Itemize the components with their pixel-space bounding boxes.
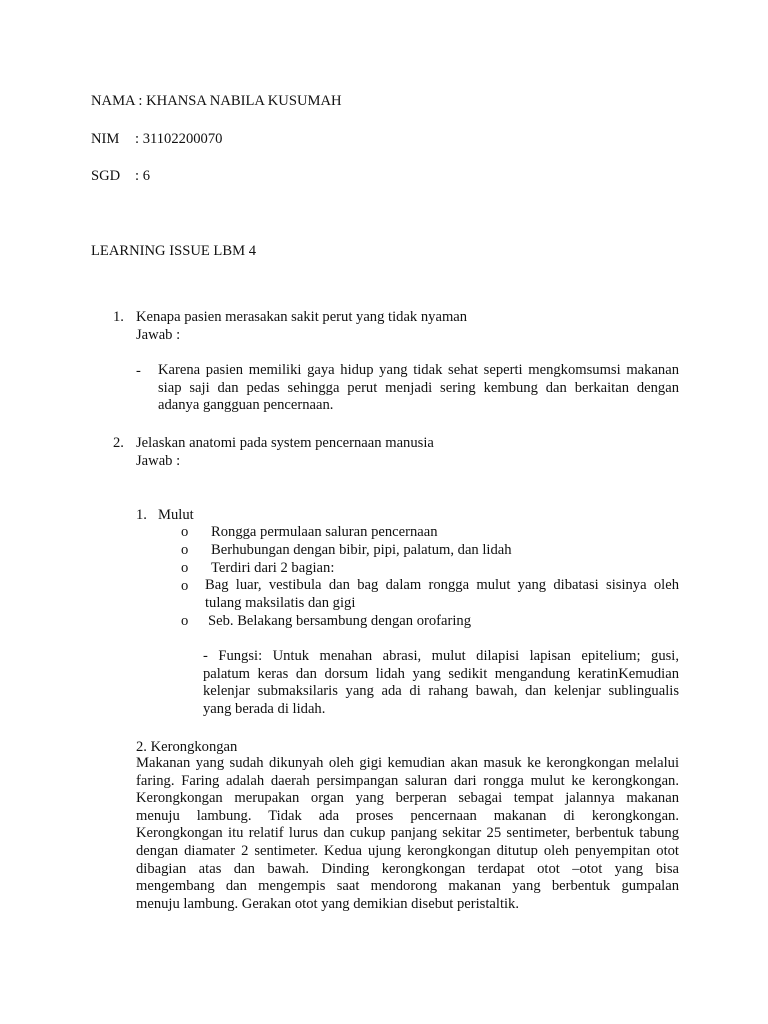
- nim-line: [91, 130, 222, 148]
- answer-1-dash: -: [136, 363, 141, 379]
- mulut-title: Mulut: [158, 507, 194, 523]
- mulut-number: 1.: [136, 507, 147, 523]
- bullet-glyph: o: [181, 578, 189, 594]
- kerongkongan-title: 2. Kerongkongan: [136, 739, 238, 755]
- bullet-glyph: o: [181, 524, 189, 540]
- question-2-text: Jelaskan anatomi pada system pencernaan manusia: [136, 435, 434, 451]
- document-title: LEARNING ISSUE LBM 4: [91, 243, 256, 259]
- kerongkongan-line: faring. Faring adalah daerah persimpangan saluran dari rongga mulut ke kerongkongan.: [136, 772, 679, 789]
- fungsi-line: kelenjar submaksilaris yang ada di rahang bawah, dan kelenjar sublingualis: [203, 683, 679, 700]
- kerongkongan-line: dibagian atas dan bawah. Dinding kerongkongan terdapat otot –otot yang bisa: [136, 860, 679, 877]
- bullet-glyph: o: [181, 542, 189, 558]
- mulut-bullet-4-line: tulang maksilatis dan gigi: [205, 594, 356, 611]
- kerongkongan-line: menuju lambung. Tidak ada proses pencernaan makanan di kerongkongan.: [136, 807, 679, 824]
- question-2-answer-label: Jawab :: [136, 453, 181, 469]
- kerongkongan-line: Makanan yang sudah dikunyah oleh gigi kemudian akan masuk ke kerongkongan melalui: [136, 755, 679, 771]
- answer-1-line: siap saji dan pedas sehingga perut menjadi sering kembung dan berkaitan dengan: [158, 379, 679, 396]
- kerongkongan-paragraph: [136, 755, 679, 913]
- bullet-glyph: o: [181, 613, 189, 629]
- kerongkongan-line: menuju lambung. Gerakan otot yang demikian disebut peristaltik.: [136, 895, 520, 912]
- mulut-bullet-4-line: Bag luar, vestibula dan bag dalam rongga mulut yang dibatasi sisinya oleh: [205, 577, 679, 593]
- answer-1-paragraph: [158, 362, 679, 415]
- answer-1-line: adanya gangguan pencernaan.: [158, 397, 334, 414]
- sgd-label: SGD: [91, 168, 121, 184]
- mulut-bullet-5: Seb. Belakang bersambung dengan orofaring: [208, 613, 472, 629]
- sgd-value: : 6: [135, 168, 150, 184]
- question-2-number: 2.: [113, 435, 124, 451]
- nim-value: : 31102200070: [135, 131, 223, 147]
- mulut-fungsi-paragraph: [203, 648, 679, 718]
- mulut-bullet-2: Berhubungan dengan bibir, pipi, palatum, dan lidah: [211, 542, 512, 558]
- fungsi-line: - Fungsi: Untuk menahan abrasi, mulut dilapisi lapisan epitelium; gusi,: [203, 648, 679, 664]
- sgd-line: [91, 167, 150, 185]
- kerongkongan-line: mengembang dan mengempis saat mendorong makanan yang berbentuk gumpalan: [136, 878, 679, 895]
- student-name-line: NAMA : KHANSA NABILA KUSUMAH: [91, 93, 342, 109]
- question-1-answer-label: Jawab :: [136, 327, 181, 343]
- question-1-number: 1.: [113, 309, 124, 325]
- nim-label: NIM: [91, 131, 120, 147]
- kerongkongan-line: Kerongkongan itu relatif lurus dan cukup panjang sekitar 25 sentimeter, berbentuk tabung: [136, 825, 679, 842]
- mulut-bullet-1: Rongga permulaan saluran pencernaan: [211, 524, 438, 540]
- mulut-bullet-4: [205, 577, 679, 612]
- answer-1-line: Karena pasien memiliki gaya hidup yang tidak sehat seperti mengkomsumsi makanan: [158, 362, 679, 378]
- kerongkongan-line: dengan diamater 2 sentimeter. Kedua ujung kerongkongan ditutup oleh penyempitan otot: [136, 842, 679, 859]
- mulut-bullet-3: Terdiri dari 2 bagian:: [211, 560, 335, 576]
- bullet-glyph: o: [181, 560, 189, 576]
- fungsi-line: palatum keras dan dorsum lidah yang sedikit mengandung keratinKemudian: [203, 665, 679, 682]
- question-1-text: Kenapa pasien merasakan sakit perut yang tidak nyaman: [136, 309, 468, 325]
- kerongkongan-line: Kerongkongan merupakan organ yang berperan sebagai tempat jalannya makanan: [136, 790, 679, 807]
- fungsi-line: yang berada di lidah.: [203, 700, 326, 717]
